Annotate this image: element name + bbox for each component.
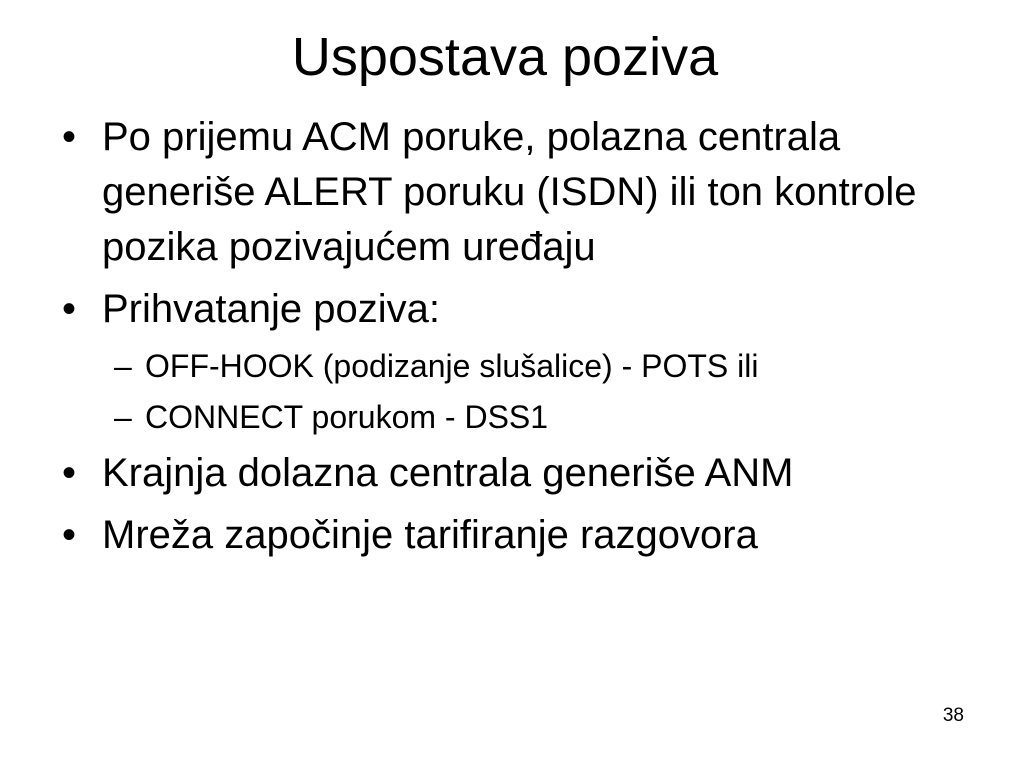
- bullet-text: Krajnja dolazna centrala generiše ANM: [102, 451, 794, 495]
- sub-bullet-text: CONNECT porukom - DSS1: [145, 399, 549, 435]
- sub-bullet-item: [62, 395, 962, 439]
- bullet-item: [62, 446, 962, 501]
- bullet-text: Po prijemu ACM poruke, polazna centrala generiše ALERT poruku (ISDN) ili ton kontrole pozika pozivajućem uređaju: [102, 115, 917, 269]
- sub-bullet-text: OFF-HOOK (podizanje slušalice) - POTS ili: [145, 348, 759, 384]
- slide-title: Uspostava poziva: [291, 27, 719, 87]
- bullet-icon: •: [62, 513, 77, 557]
- bullet-item: [62, 110, 962, 275]
- bullet-icon: •: [62, 451, 77, 495]
- bullet-icon: •: [62, 115, 77, 159]
- sub-bullet-item: [62, 344, 962, 388]
- bullet-item: [62, 282, 962, 337]
- slide-body: [62, 110, 962, 563]
- bullet-icon: •: [62, 287, 77, 331]
- slide-number: 38: [942, 705, 964, 726]
- bullet-text: Prihvatanje poziva:: [102, 287, 440, 331]
- dash-icon: –: [114, 399, 132, 435]
- bullet-text: Mreža započinje tarifiranje razgovora: [102, 513, 758, 557]
- dash-icon: –: [114, 348, 132, 384]
- bullet-item: [62, 508, 962, 563]
